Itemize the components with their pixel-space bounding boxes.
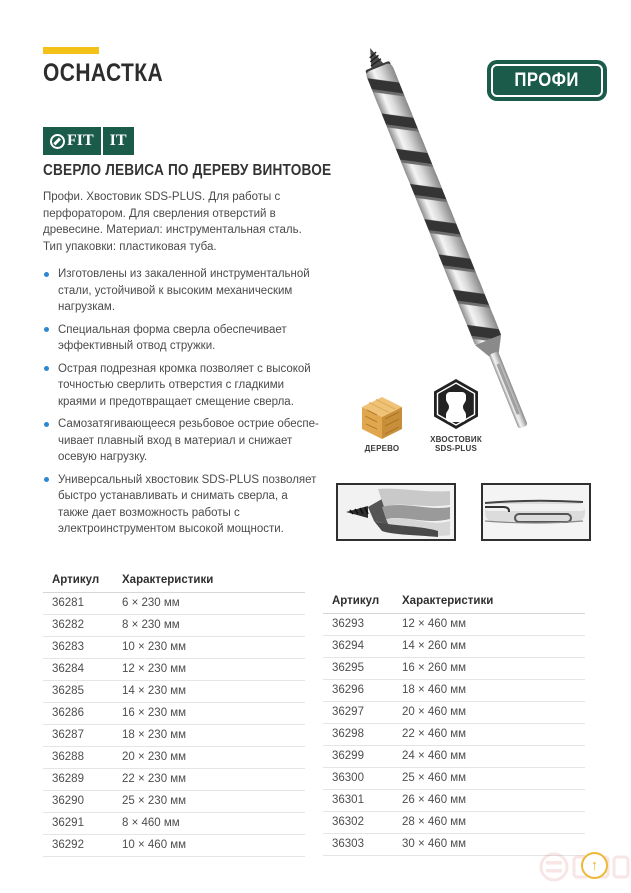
table-cell: 36299	[323, 746, 393, 768]
table-row	[323, 636, 585, 658]
table-cell: 36294	[323, 636, 393, 658]
table-row	[43, 813, 305, 835]
table-row	[43, 681, 305, 703]
table-row	[43, 769, 305, 791]
table-cell: 28 × 460 мм	[393, 812, 585, 834]
table-cell: 26 × 460 мм	[393, 790, 585, 812]
feature-item: Изготовлены из закаленной инструментальной стали, устойчивой к высоким механическим нагрузкам.	[43, 266, 319, 316]
table-row	[323, 768, 585, 790]
accent-bar	[43, 47, 99, 54]
table-row	[323, 702, 585, 724]
table-cell: 36302	[323, 812, 393, 834]
table-cell: 25 × 460 мм	[393, 768, 585, 790]
table-header-row	[43, 570, 305, 593]
table-cell: 36286	[43, 703, 113, 725]
feature-item: Самозатягивающееся резьбовое острие обеспечивает плавный вход в материал и снижает осевую нагрузку.	[43, 416, 319, 466]
table-row	[43, 725, 305, 747]
feature-item: Универсальный хвостовик SDS-PLUS позволяет быстро устанавливать и снимать сверла, а также дает возможность работы с электроинструментом высокой мощности.	[43, 472, 319, 538]
feature-item: Острая подрезная кромка позволяет с высокой точностью сверлить отверстия с гладкими краями и предотвращает смещение сверла.	[43, 361, 319, 411]
table-cell: 16 × 260 мм	[393, 658, 585, 680]
table-cell: 14 × 260 мм	[393, 636, 585, 658]
table-cell: 36297	[323, 702, 393, 724]
table-cell: 12 × 460 мм	[393, 614, 585, 636]
feature-item: Специальная форма сверла обеспечивает эффективный отвод стружки.	[43, 322, 319, 355]
table-cell: 36303	[323, 834, 393, 856]
table-cell: 36285	[43, 681, 113, 703]
table-cell: 20 × 230 мм	[113, 747, 305, 769]
wood-cube-icon	[359, 394, 405, 440]
feature-list	[43, 266, 319, 544]
table-cell: 36293	[323, 614, 393, 636]
table-row	[43, 835, 305, 857]
table-cell: 36290	[43, 791, 113, 813]
table-row	[323, 812, 585, 834]
table-cell: 14 × 230 мм	[113, 681, 305, 703]
pictogram-shank	[424, 377, 488, 453]
table-row	[43, 747, 305, 769]
table-cell: 36291	[43, 813, 113, 835]
pro-badge-label: ПРОФИ	[514, 69, 580, 91]
pictogram-wood-label: ДЕРЕВО	[364, 444, 400, 453]
table-row	[323, 680, 585, 702]
pictogram-shank-label	[430, 435, 482, 453]
table-row	[43, 659, 305, 681]
table-row	[323, 790, 585, 812]
column-header-specs: Характеристики	[113, 570, 305, 593]
table-cell: 10 × 460 мм	[113, 835, 305, 857]
column-header-specs: Характеристики	[393, 591, 585, 614]
table-cell: 18 × 460 мм	[393, 680, 585, 702]
table-cell: 10 × 230 мм	[113, 637, 305, 659]
table-cell: 36282	[43, 615, 113, 637]
table-cell: 36288	[43, 747, 113, 769]
spec-table-left	[43, 570, 305, 857]
pictogram-wood	[350, 394, 414, 453]
pictogram-shank-label-line2: SDS-PLUS	[434, 444, 478, 453]
table-cell: 12 × 230 мм	[113, 659, 305, 681]
table-cell: 6 × 230 мм	[113, 593, 305, 615]
table-row	[323, 746, 585, 768]
product-title: СВЕРЛО ЛЕВИСА ПО ДЕРЕВУ ВИНТОВОЕ	[43, 162, 332, 179]
table-row	[43, 637, 305, 659]
table-cell: 24 × 460 мм	[393, 746, 585, 768]
spec-table-right	[323, 591, 585, 856]
brand-logo-it-label: IT	[109, 132, 127, 149]
fit-logo-icon	[50, 134, 65, 149]
table-cell: 22 × 230 мм	[113, 769, 305, 791]
table-cell: 22 × 460 мм	[393, 724, 585, 746]
table-cell: 36292	[43, 835, 113, 857]
table-header-row	[323, 591, 585, 614]
product-description: Профи. Хвостовик SDS-PLUS. Для работы с перфоратором. Для сверления отверстий в древесине. Материал: инструментальная сталь. Тип упаковки: пластиковая туба.	[43, 191, 302, 253]
brand-logo-fit-label: FIT	[67, 132, 94, 149]
table-cell: 36301	[323, 790, 393, 812]
drill-tip-photo	[336, 483, 456, 541]
table-cell: 36289	[43, 769, 113, 791]
table-cell: 36300	[323, 768, 393, 790]
table-cell: 20 × 460 мм	[393, 702, 585, 724]
table-cell: 8 × 460 мм	[113, 813, 305, 835]
sds-shank-icon	[429, 377, 483, 431]
table-cell: 36283	[43, 637, 113, 659]
table-row	[43, 615, 305, 637]
table-cell: 36287	[43, 725, 113, 747]
brand-logo	[43, 127, 134, 155]
table-cell: 8 × 230 мм	[113, 615, 305, 637]
table-row	[323, 724, 585, 746]
pictogram-row	[350, 377, 488, 453]
table-row	[43, 593, 305, 615]
sds-shank-photo	[481, 483, 591, 541]
table-cell: 18 × 230 мм	[113, 725, 305, 747]
table-cell: 36281	[43, 593, 113, 615]
table-cell: 36298	[323, 724, 393, 746]
brand-logo-it	[103, 127, 134, 155]
table-cell: 36284	[43, 659, 113, 681]
table-row	[43, 791, 305, 813]
column-header-article: Артикул	[323, 591, 393, 614]
table-row	[323, 658, 585, 680]
brand-logo-fit	[43, 127, 101, 155]
table-cell: 36295	[323, 658, 393, 680]
pictogram-shank-label-line1: ХВОСТОВИК	[430, 435, 482, 444]
table-cell: 25 × 230 мм	[113, 791, 305, 813]
section-title: ОСНАСТКА	[43, 59, 164, 87]
table-row	[323, 614, 585, 636]
table-cell: 30 × 460 мм	[393, 834, 585, 856]
column-header-article: Артикул	[43, 570, 113, 593]
table-row	[43, 703, 305, 725]
table-cell: 36296	[323, 680, 393, 702]
table-cell: 16 × 230 мм	[113, 703, 305, 725]
back-to-top-button[interactable]: ↑	[581, 852, 608, 879]
